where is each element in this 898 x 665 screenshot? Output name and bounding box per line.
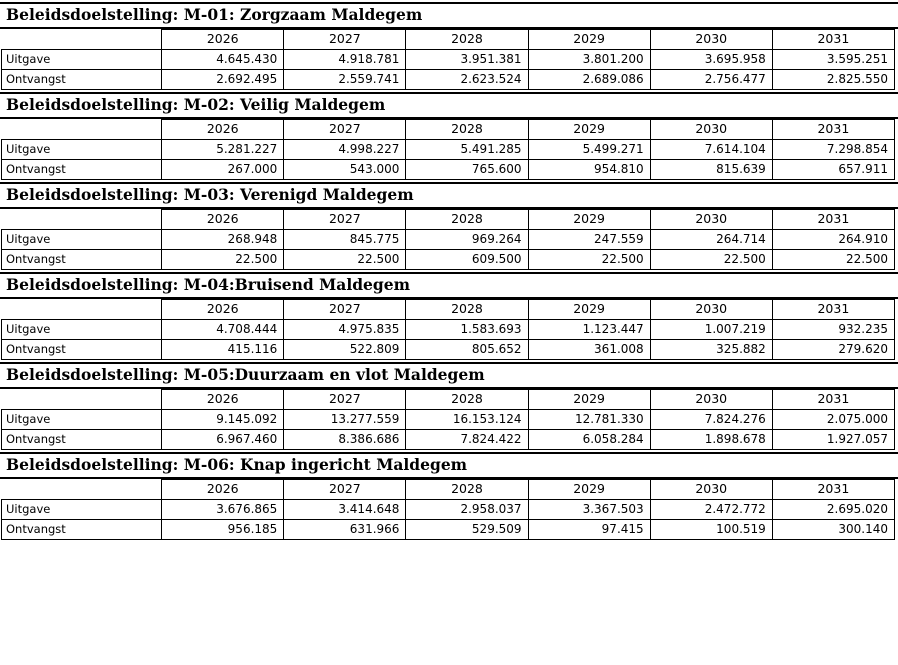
table-row [2, 250, 895, 270]
year-header: 2029 [528, 210, 650, 230]
amount-cell: 6.967.460 [162, 430, 284, 450]
table-row [2, 70, 895, 90]
amount-cell: 2.559.741 [284, 70, 406, 90]
block-title: Beleidsdoelstelling: M-06: Knap ingericht Maldegem [0, 452, 898, 479]
year-header: 2029 [528, 390, 650, 410]
amount-cell: 932.235 [772, 320, 894, 340]
amount-cell: 268.948 [162, 230, 284, 250]
amount-cell: 2.958.037 [406, 500, 528, 520]
amount-cell: 22.500 [650, 250, 772, 270]
amount-cell: 2.692.495 [162, 70, 284, 90]
amount-cell: 529.509 [406, 520, 528, 540]
row-label: Uitgave [2, 410, 162, 430]
amount-cell: 22.500 [284, 250, 406, 270]
policy-objective-block [0, 272, 898, 360]
policy-objective-block [0, 182, 898, 270]
year-header: 2031 [772, 300, 894, 320]
amount-cell: 361.008 [528, 340, 650, 360]
row-label: Ontvangst [2, 520, 162, 540]
amount-cell: 7.824.422 [406, 430, 528, 450]
year-header: 2027 [284, 30, 406, 50]
amount-cell: 1.927.057 [772, 430, 894, 450]
year-header: 2027 [284, 120, 406, 140]
amount-cell: 3.801.200 [528, 50, 650, 70]
policy-objective-block [0, 362, 898, 450]
amount-cell: 267.000 [162, 160, 284, 180]
row-label: Ontvangst [2, 250, 162, 270]
corner-cell [2, 30, 162, 50]
amount-cell: 16.153.124 [406, 410, 528, 430]
year-header: 2027 [284, 210, 406, 230]
amount-cell: 100.519 [650, 520, 772, 540]
amount-cell: 97.415 [528, 520, 650, 540]
amount-cell: 1.898.678 [650, 430, 772, 450]
row-label: Uitgave [2, 50, 162, 70]
amount-cell: 4.975.835 [284, 320, 406, 340]
table-row [2, 230, 895, 250]
year-header: 2030 [650, 300, 772, 320]
table-row [2, 520, 895, 540]
table-row [2, 430, 895, 450]
corner-cell [2, 120, 162, 140]
amount-cell: 300.140 [772, 520, 894, 540]
amount-cell: 609.500 [406, 250, 528, 270]
amount-cell: 22.500 [162, 250, 284, 270]
amount-cell: 2.695.020 [772, 500, 894, 520]
amount-cell: 264.910 [772, 230, 894, 250]
year-header: 2026 [162, 210, 284, 230]
amount-cell: 12.781.330 [528, 410, 650, 430]
amount-cell: 7.298.854 [772, 140, 894, 160]
year-header: 2026 [162, 30, 284, 50]
table-header-row [2, 210, 895, 230]
amount-cell: 2.689.086 [528, 70, 650, 90]
table-row [2, 500, 895, 520]
amount-cell: 4.998.227 [284, 140, 406, 160]
amount-cell: 5.281.227 [162, 140, 284, 160]
table-row [2, 50, 895, 70]
table-header-row [2, 30, 895, 50]
finance-table [1, 119, 895, 180]
block-title: Beleidsdoelstelling: M-04:Bruisend Maldegem [0, 272, 898, 299]
amount-cell: 2.075.000 [772, 410, 894, 430]
amount-cell: 3.695.958 [650, 50, 772, 70]
amount-cell: 1.007.219 [650, 320, 772, 340]
year-header: 2031 [772, 390, 894, 410]
table-header-row [2, 390, 895, 410]
amount-cell: 415.116 [162, 340, 284, 360]
amount-cell: 7.614.104 [650, 140, 772, 160]
amount-cell: 969.264 [406, 230, 528, 250]
table-row [2, 320, 895, 340]
year-header: 2026 [162, 390, 284, 410]
block-title: Beleidsdoelstelling: M-02: Veilig Maldegem [0, 92, 898, 119]
year-header: 2028 [406, 480, 528, 500]
amount-cell: 325.882 [650, 340, 772, 360]
finance-table [1, 29, 895, 90]
amount-cell: 765.600 [406, 160, 528, 180]
amount-cell: 4.708.444 [162, 320, 284, 340]
table-row [2, 340, 895, 360]
corner-cell [2, 390, 162, 410]
amount-cell: 522.809 [284, 340, 406, 360]
amount-cell: 631.966 [284, 520, 406, 540]
amount-cell: 247.559 [528, 230, 650, 250]
amount-cell: 1.583.693 [406, 320, 528, 340]
amount-cell: 8.386.686 [284, 430, 406, 450]
year-header: 2031 [772, 480, 894, 500]
amount-cell: 954.810 [528, 160, 650, 180]
year-header: 2027 [284, 300, 406, 320]
amount-cell: 2.623.524 [406, 70, 528, 90]
amount-cell: 543.000 [284, 160, 406, 180]
amount-cell: 2.825.550 [772, 70, 894, 90]
amount-cell: 805.652 [406, 340, 528, 360]
amount-cell: 5.499.271 [528, 140, 650, 160]
year-header: 2026 [162, 120, 284, 140]
block-title: Beleidsdoelstelling: M-03: Verenigd Maldegem [0, 182, 898, 209]
row-label: Uitgave [2, 320, 162, 340]
year-header: 2028 [406, 30, 528, 50]
year-header: 2031 [772, 30, 894, 50]
amount-cell: 22.500 [528, 250, 650, 270]
amount-cell: 7.824.276 [650, 410, 772, 430]
year-header: 2028 [406, 390, 528, 410]
block-title: Beleidsdoelstelling: M-05:Duurzaam en vlot Maldegem [0, 362, 898, 389]
amount-cell: 1.123.447 [528, 320, 650, 340]
amount-cell: 2.756.477 [650, 70, 772, 90]
amount-cell: 3.595.251 [772, 50, 894, 70]
amount-cell: 13.277.559 [284, 410, 406, 430]
year-header: 2026 [162, 300, 284, 320]
finance-table [1, 479, 895, 540]
row-label: Ontvangst [2, 340, 162, 360]
corner-cell [2, 300, 162, 320]
policy-objective-block [0, 452, 898, 540]
policy-objective-block [0, 92, 898, 180]
table-row [2, 140, 895, 160]
year-header: 2028 [406, 120, 528, 140]
amount-cell: 3.414.648 [284, 500, 406, 520]
amount-cell: 9.145.092 [162, 410, 284, 430]
year-header: 2027 [284, 480, 406, 500]
row-label: Ontvangst [2, 430, 162, 450]
amount-cell: 3.951.381 [406, 50, 528, 70]
amount-cell: 2.472.772 [650, 500, 772, 520]
year-header: 2029 [528, 480, 650, 500]
finance-table [1, 299, 895, 360]
policy-objective-block [0, 2, 898, 90]
year-header: 2029 [528, 300, 650, 320]
year-header: 2031 [772, 120, 894, 140]
table-row [2, 410, 895, 430]
row-label: Ontvangst [2, 160, 162, 180]
row-label: Uitgave [2, 500, 162, 520]
year-header: 2030 [650, 210, 772, 230]
row-label: Ontvangst [2, 70, 162, 90]
year-header: 2026 [162, 480, 284, 500]
finance-table [1, 209, 895, 270]
table-header-row [2, 480, 895, 500]
year-header: 2030 [650, 480, 772, 500]
amount-cell: 4.918.781 [284, 50, 406, 70]
block-title: Beleidsdoelstelling: M-01: Zorgzaam Maldegem [0, 2, 898, 29]
amount-cell: 3.676.865 [162, 500, 284, 520]
amount-cell: 956.185 [162, 520, 284, 540]
corner-cell [2, 210, 162, 230]
year-header: 2029 [528, 30, 650, 50]
finance-table [1, 389, 895, 450]
year-header: 2030 [650, 120, 772, 140]
corner-cell [2, 480, 162, 500]
year-header: 2029 [528, 120, 650, 140]
row-label: Uitgave [2, 230, 162, 250]
year-header: 2028 [406, 300, 528, 320]
amount-cell: 264.714 [650, 230, 772, 250]
amount-cell: 815.639 [650, 160, 772, 180]
year-header: 2028 [406, 210, 528, 230]
year-header: 2030 [650, 30, 772, 50]
year-header: 2031 [772, 210, 894, 230]
amount-cell: 5.491.285 [406, 140, 528, 160]
year-header: 2030 [650, 390, 772, 410]
amount-cell: 279.620 [772, 340, 894, 360]
table-header-row [2, 120, 895, 140]
year-header: 2027 [284, 390, 406, 410]
table-row [2, 160, 895, 180]
amount-cell: 4.645.430 [162, 50, 284, 70]
amount-cell: 845.775 [284, 230, 406, 250]
amount-cell: 6.058.284 [528, 430, 650, 450]
amount-cell: 657.911 [772, 160, 894, 180]
amount-cell: 3.367.503 [528, 500, 650, 520]
amount-cell: 22.500 [772, 250, 894, 270]
row-label: Uitgave [2, 140, 162, 160]
table-header-row [2, 300, 895, 320]
